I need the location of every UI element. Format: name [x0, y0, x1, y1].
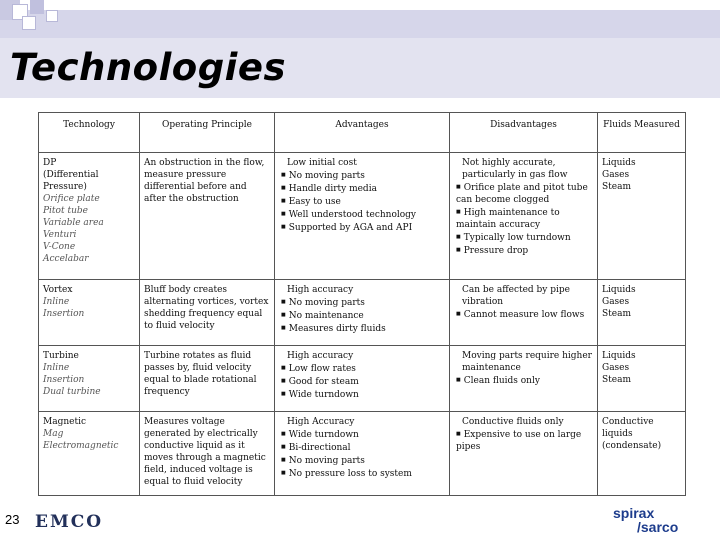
advantage-lead: High Accuracy: [287, 417, 355, 427]
advantage-bullet: ■ Handle dirty media: [279, 182, 445, 195]
fluid-item: Gases: [602, 363, 630, 373]
fluid-item: Liquids: [602, 158, 636, 168]
disadvantage-lead: Can be affected by pipe vibration: [462, 285, 570, 307]
technology-variant: Insertion: [43, 375, 85, 385]
technology-name: Pressure): [43, 182, 87, 192]
fluid-item: Conductive: [602, 417, 654, 427]
table-row: [39, 153, 686, 280]
advantages-cell: [275, 280, 450, 346]
slide-number: 23: [5, 512, 20, 527]
operating-principle-cell: Measures voltage generated by electrically conductive liquid as it moves through a magnetic field, induced voltage is equal to fluid velocity: [140, 412, 275, 496]
header-band: [0, 10, 720, 38]
disadvantage-bullet: ■ Pressure drop: [454, 244, 593, 257]
technology-variant: Inline: [43, 297, 70, 307]
technology-variant: Venturi: [43, 230, 77, 240]
sarco-logo-text: /sarco: [637, 519, 679, 535]
technology-variant: V-Cone: [43, 242, 76, 252]
fluids-cell: [598, 412, 686, 496]
advantage-lead: High accuracy: [287, 351, 354, 361]
disadvantage-bullet: ■ High maintenance to maintain accuracy: [454, 206, 593, 231]
technology-cell: [39, 412, 140, 496]
header-fluids-measured: Fluids Measured: [598, 113, 686, 153]
operating-principle-cell: Turbine rotates as fluid passes by, fluid velocity equal to blade rotational frequency: [140, 346, 275, 412]
fluid-item: Steam: [602, 182, 632, 192]
fluids-cell: [598, 346, 686, 412]
technology-name: Turbine: [43, 351, 79, 361]
advantage-bullet: ■ Good for steam: [279, 375, 445, 388]
table-row: [39, 280, 686, 346]
fluid-item: Gases: [602, 170, 630, 180]
advantage-bullet: ■ Wide turndown: [279, 428, 445, 441]
technology-variant: Orifice plate: [43, 194, 100, 204]
disadvantage-bullet: ■ Expensive to use on large pipes: [454, 428, 593, 453]
advantage-lead: Low initial cost: [287, 158, 357, 168]
technology-variant: Accelabar: [43, 254, 89, 264]
advantages-cell: [275, 346, 450, 412]
disadvantages-cell: [450, 412, 598, 496]
fluid-item: Gases: [602, 297, 630, 307]
technologies-table: [38, 112, 686, 496]
header-operating-principle: Operating Principle: [140, 113, 275, 153]
technology-cell: [39, 280, 140, 346]
advantage-bullet: ■ Supported by AGA and API: [279, 221, 445, 234]
advantage-bullet: ■ Well understood technology: [279, 208, 445, 221]
technology-variant: Inline: [43, 363, 70, 373]
advantage-bullet: ■ Wide turndown: [279, 388, 445, 401]
fluid-item: Liquids: [602, 285, 636, 295]
emco-logo: EMCO: [35, 512, 104, 532]
advantage-bullet: ■ Low flow rates: [279, 362, 445, 375]
technology-name: (Differential: [43, 170, 99, 180]
advantage-bullet: ■ Bi-directional: [279, 441, 445, 454]
operating-principle-cell: An obstruction in the flow, measure pressure differential before and after the obstruction: [140, 153, 275, 280]
advantage-lead: High accuracy: [287, 285, 354, 295]
disadvantage-bullet: ■ Typically low turndown: [454, 231, 593, 244]
disadvantages-cell: [450, 346, 598, 412]
disadvantage-bullet: ■ Orifice plate and pitot tube can become clogged: [454, 181, 593, 206]
technology-variant: Mag: [43, 429, 64, 439]
disadvantage-lead: Moving parts require higher maintenance: [462, 351, 592, 373]
fluid-item: liquids: [602, 429, 633, 439]
disadvantage-bullet: ■ Clean fluids only: [454, 374, 593, 387]
operating-principle-cell: Bluff body creates alternating vortices, vortex shedding frequency equal to fluid velocity: [140, 280, 275, 346]
technology-name: DP: [43, 158, 57, 168]
header-row: [39, 113, 686, 153]
fluid-item: Steam: [602, 309, 632, 319]
fluid-item: Steam: [602, 375, 632, 385]
technology-name: Magnetic: [43, 417, 87, 427]
technology-variant: Dual turbine: [43, 387, 101, 397]
disadvantage-bullet: ■ Cannot measure low flows: [454, 308, 593, 321]
header-technology: Technology: [39, 113, 140, 153]
advantage-bullet: ■ No moving parts: [279, 296, 445, 309]
table-row: [39, 346, 686, 412]
disadvantages-cell: [450, 153, 598, 280]
spirax-logo-text: spirax: [613, 505, 655, 521]
header-disadvantages: Disadvantages: [450, 113, 598, 153]
advantage-bullet: ■ Measures dirty fluids: [279, 322, 445, 335]
fluid-item: (condensate): [602, 441, 662, 451]
header-advantages: Advantages: [275, 113, 450, 153]
spirax-sarco-logo: [613, 506, 678, 534]
disadvantage-lead: Not highly accurate, particularly in gas flow: [462, 158, 568, 180]
technology-variant: Variable area: [43, 218, 104, 228]
technology-variant: Pitot tube: [43, 206, 88, 216]
technology-variant: Electromagnetic: [43, 441, 119, 451]
fluid-item: Liquids: [602, 351, 636, 361]
advantages-cell: [275, 153, 450, 280]
fluids-cell: [598, 280, 686, 346]
technology-cell: [39, 153, 140, 280]
advantage-bullet: ■ No moving parts: [279, 169, 445, 182]
disadvantage-lead: Conductive fluids only: [462, 417, 564, 427]
advantage-bullet: ■ No maintenance: [279, 309, 445, 322]
advantage-bullet: ■ Easy to use: [279, 195, 445, 208]
advantages-cell: [275, 412, 450, 496]
table-row: [39, 412, 686, 496]
technology-name: Vortex: [43, 285, 73, 295]
technology-cell: [39, 346, 140, 412]
fluids-cell: [598, 153, 686, 280]
slide-title: Technologies: [10, 46, 286, 89]
advantage-bullet: ■ No moving parts: [279, 454, 445, 467]
advantage-bullet: ■ No pressure loss to system: [279, 467, 445, 480]
technology-variant: Insertion: [43, 309, 85, 319]
disadvantages-cell: [450, 280, 598, 346]
